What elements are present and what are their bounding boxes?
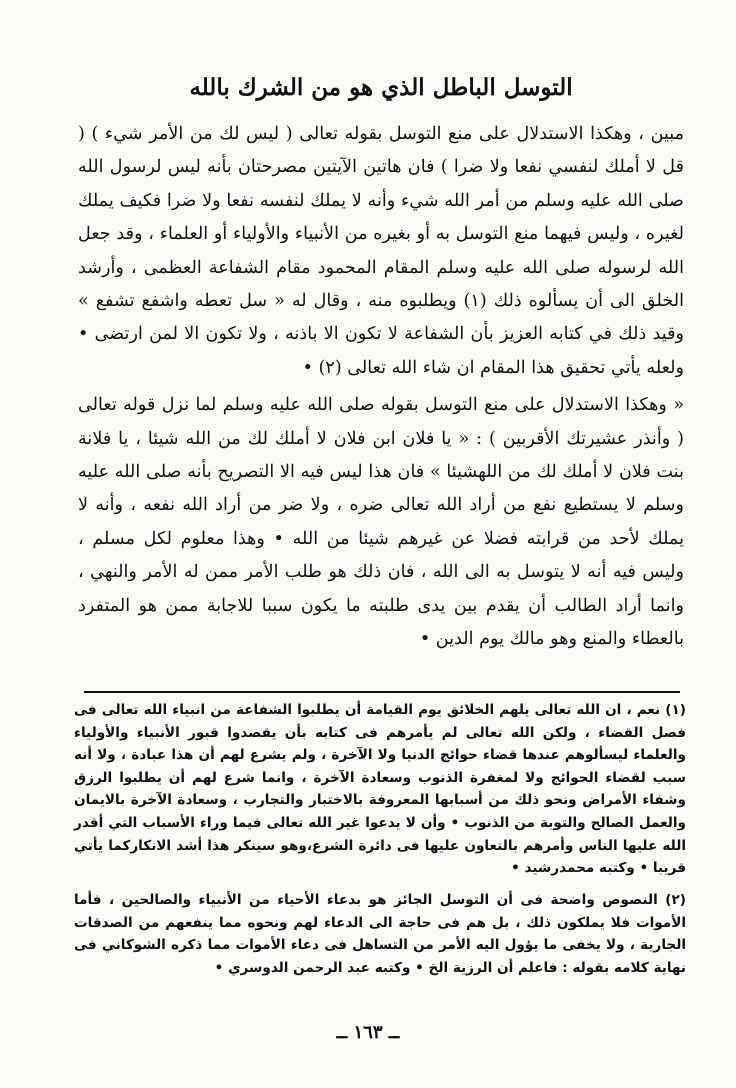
- footnote-2: [74, 889, 686, 979]
- footnote-1-text: (١) نعم ، ان الله تعالى يلهم الخلائق يوم القيامة أن يطلبوا الشفاعة من انبياء الله تعالى فى فصل القضاء ، ولكن الله تعالى لم يأمرهم فى كتابه بأن يقصدوا قبور الأنبياء والأولياء والعلماء ليسألوهم عندها قضاء حوائج الدنيا ولا الآخرة ، ولم يشرع لهم أن هذا عبادة ، ولا أنه سبب لقضاء الحوائج ولا لمغفرة الذنوب وسعادة الآخرة ، وانما شرع لهم أن يطلبوا الرزق وشفاء الأمراض ونحو ذلك من أسبابها المعروفة بالاختبار والتجارب ، وسعادة الآخرة بالايمان والعمل الصالح والتوبة من الذنوب • وأن لا يدعوا غير الله تعالى فيما وراء الأسباب التي أقدر الله عليها الناس وأمرهم بالتعاون عليها فى دائرة الشرع،وهو سينكر هذا أشد الانكاركما يأتي قريبا • وكتبه محمدرشيد •: [74, 702, 686, 877]
- footnote-1: [74, 699, 686, 880]
- body-paragraph-2: « وهكذا الاستدلال على منع التوسل بقوله صلى الله عليه وسلم لما نزل قوله تعالى ( وأنذر عشيرتك الأقربين ) : « يا فلان ابن فلان لا أملك لك من الله شيئا ، يا فلانة بنت فلان لا أملك لك من اللهشيئا » فان هذا ليس فيه الا التصريح بأنه صلى الله عليه وسلم لا يستطيع نفع من أراد الله تعالى ضره ، ولا ضر من أراد الله نفعه ، وأنه لا يملك لأحد من قرابته فضلا عن غيرهم شيئا من الله • وهذا معلوم لكل مسلم ، وليس فيه أنه لا يتوسل به الى الله ، فان ذلك هو طلب الأمر ممن له الأمر والنهي ، وانما أراد الطالب أن يقدم بين يدى طلبته ما يكون سببا للاجابة ممن هو المتفرد بالعطاء والمنع وهو مالك يوم الدين •: [78, 395, 684, 650]
- page-header-title: التوسل الباطل الذي هو من الشرك بالله: [189, 74, 573, 101]
- footnote-2-text: (٢) النصوص واضحة فى أن التوسل الجائز هو بدعاء الأحياء من الأنبياء والصالحين ، فأما الأموات فلا يملكون ذلك ، بل هم فى حاجة الى الدعاء لهم ونحوه مما ينفعهم من الصدقات الجارية ، ولا يخفى ما يؤول اليه الأمر من التساهل فى دعاء الأموات مما ذكره الشوكاني فى نهاية كلامه بقوله : فاعلم أن الرزية الخ • وكتبه عبد الرحمن الدوسري •: [74, 892, 686, 976]
- body-paragraph-1: مبين ، وهكذا الاستدلال على منع التوسل بقوله تعالى ( ليس لك من الأمر شيء ) ( قل لا أملك لنفسي نفعا ولا ضرا ) فان هاتين الآيتين مصرحتان بأنه ليس لرسول الله صلى الله عليه وسلم من أمر الله شيء وأنه لا يملك لنفسه نفعا ولا ضرا فكيف يملك لغيره ، وليس فيهما منع التوسل به أو بغيره من الأنبياء والأولياء أو العلماء ، وقد جعل الله لرسوله صلى الله عليه وسلم المقام المحمود مقام الشفاعة العظمى ، وأرشد الخلق الى أن يسألوه ذلك (١) ويطلبوه منه ، وقال له « سل تعطه واشفع تشفع » وقيد ذلك في كتابه العزيز بأن الشفاعة لا تكون الا باذنه ، ولا تكون الا لمن ارتضى • ولعله يأتي تحقيق هذا المقام ان شاء الله تعالى (٢) •: [78, 124, 684, 378]
- page-number: ــ ١٦٣ ــ: [336, 1022, 400, 1043]
- footnote-divider: [84, 691, 680, 693]
- main-text: [78, 118, 684, 657]
